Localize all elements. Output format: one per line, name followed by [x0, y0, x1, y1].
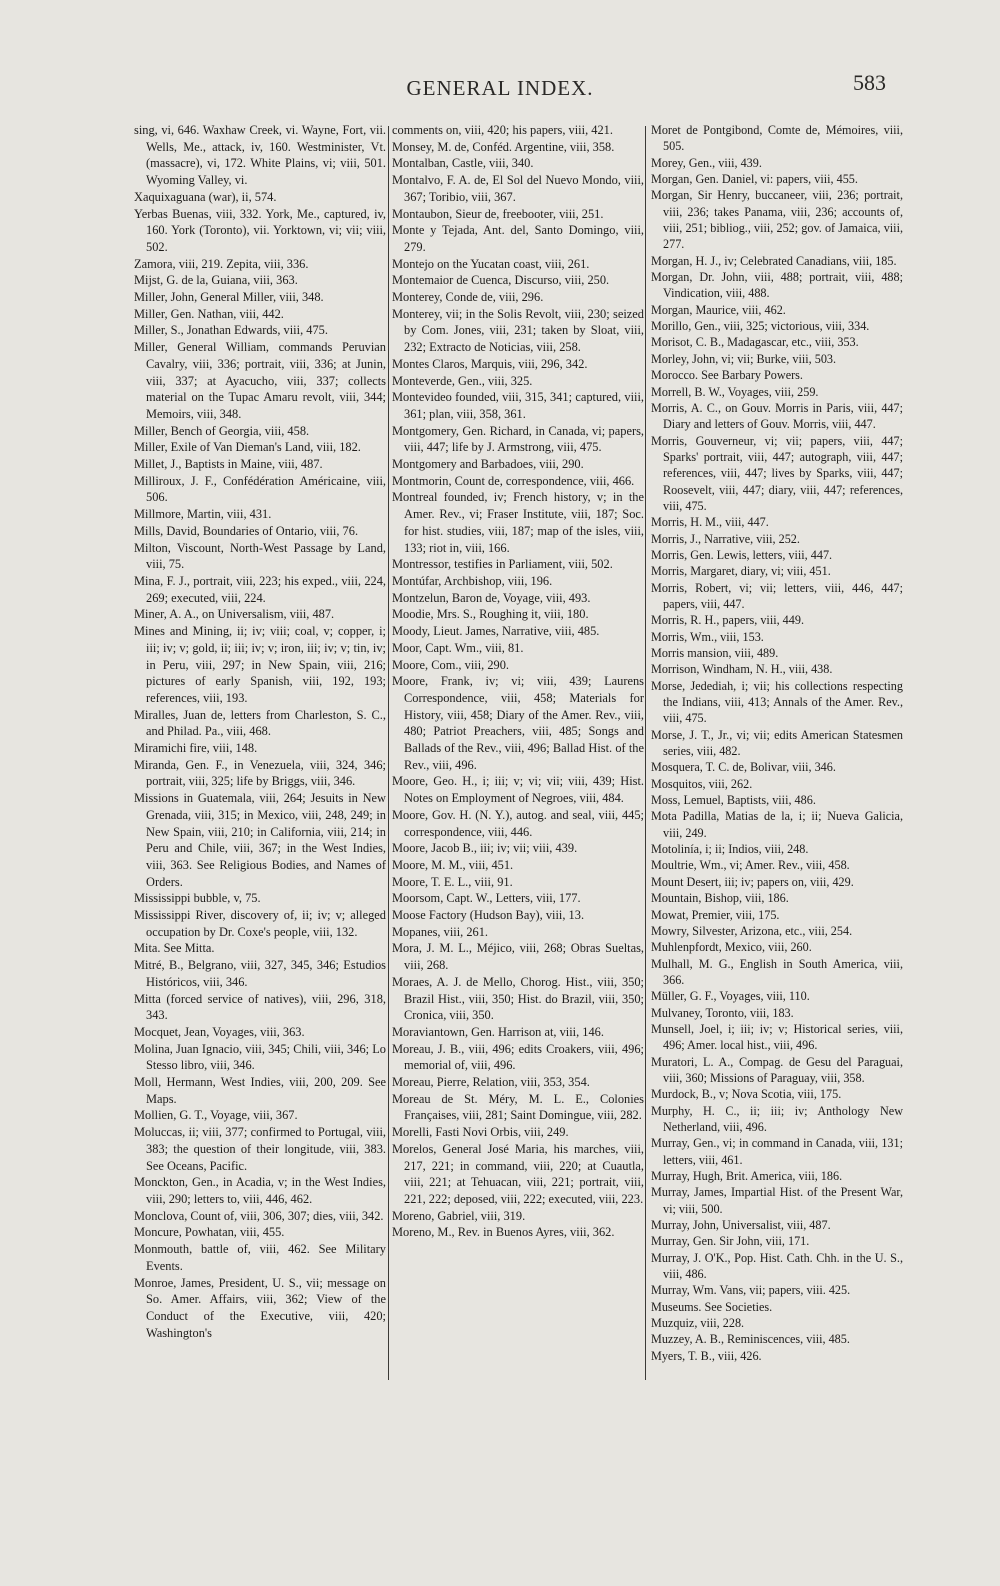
index-entry: Mississippi River, discovery of, ii; iv; v; alleged occupation by Dr. Coxe's people, viii, 132.: [134, 908, 386, 939]
index-entry: Moreau, Pierre, Relation, viii, 353, 354.: [392, 1075, 590, 1090]
index-entry: Yerbas Buenas, viii, 332. York, Me., captured, iv, 160. York (Toronto), vii. Yorktown, vi; vii; viii, 502.: [134, 206, 386, 254]
index-entry: Muratori, L. A., Compag. de Gesu del Paraguai, viii, 360; Missions of Paraguay, viii, 358.: [651, 1054, 903, 1085]
index-entry: Mijst, G. de la, Guiana, viii, 363.: [134, 273, 298, 288]
index-entry: Miller, Bench of Georgia, viii, 458.: [134, 423, 310, 438]
index-entry: Moose Factory (Hudson Bay), viii, 13.: [392, 908, 585, 923]
index-entry: Morris, A. C., on Gouv. Morris in Paris, viii, 447; Diary and letters of Gouv. Morris, viii, 447.: [651, 400, 903, 432]
index-entry: Morillo, Gen., viii, 325; victorious, viii, 334.: [651, 319, 870, 334]
column-rule-2: [645, 126, 646, 1380]
index-entry: Murray, J. O'K., Pop. Hist. Cath. Chh. in the U. S., viii, 486.: [651, 1250, 903, 1282]
index-entry: Motolinía, i; ii; Indios, viii, 248.: [651, 842, 809, 857]
index-entry: Moultrie, Wm., vi; Amer. Rev., viii, 458.: [651, 858, 850, 873]
index-entry: Moll, Hermann, West Indies, viii, 200, 209. See Maps.: [134, 1075, 386, 1106]
index-entry: Morse, Jedediah, i; vii; his collections respecting the Indians, viii, 413; Annals of the Amer. Rev., viii, 475.: [651, 678, 903, 726]
index-entry: Mulhall, M. G., English in South America, viii, 366.: [651, 956, 903, 987]
index-entry: Montgomery, Gen. Richard, in Canada, vi; papers, viii, 447; life by J. Armstrong, viii, 475.: [392, 423, 644, 455]
index-entry: Miller, John, General Miller, viii, 348.: [134, 290, 324, 305]
index-entry: Monsey, M. de, Conféd. Argentine, viii, 358.: [392, 139, 615, 154]
index-entry: Murray, Hugh, Brit. America, viii, 186.: [651, 1169, 843, 1183]
index-entry: Morris, R. H., papers, viii, 449.: [651, 613, 805, 628]
index-entry: Moore, Gov. H. (N. Y.), autog. and seal, viii, 445; correspondence, viii, 446.: [392, 807, 644, 839]
index-entry: Morley, John, vi; vii; Burke, viii, 503.: [651, 351, 837, 366]
index-entry: Morris, Gouverneur, vi; vii; papers, viii, 447; Sparks' portrait, viii, 447; autograph, viii, 447; references, viii, 447; lives by Sparks, viii, 447; Roosevelt, viii, 447; diary, viii, 447; references, viii, 475.: [651, 433, 903, 513]
index-entry: Moluccas, ii; viii, 377; confirmed to Portugal, viii, 383; the question of their longitude, viii, 383. See Oceans, Pacific.: [134, 1125, 386, 1173]
index-entry: Mulvaney, Toronto, viii, 183.: [651, 1005, 794, 1020]
index-entry: Muhlenpfordt, Mexico, viii, 260.: [651, 940, 812, 955]
index-entry: Montalvo, F. A. de, El Sol del Nuevo Mondo, viii, 367; Toribio, viii, 367.: [392, 173, 644, 204]
index-entry: Moore, Jacob B., iii; iv; vii; viii, 439.: [392, 841, 578, 856]
index-entry: comments on, viii, 420; his papers, viii, 421.: [392, 123, 613, 137]
index-entry: Museums. See Societies.: [651, 1299, 773, 1314]
index-entry: Moss, Lemuel, Baptists, viii, 486.: [651, 793, 816, 808]
index-entry: Montejo on the Yucatan coast, viii, 261.: [392, 256, 590, 271]
index-entry: Morris, Gen. Lewis, letters, viii, 447.: [651, 547, 833, 562]
index-entry: Miner, A. A., on Universalism, viii, 487.: [134, 607, 335, 622]
index-entry: Miller, General William, commands Peruvian Cavalry, viii, 336; portrait, viii, 336; at Junin, viii, 337; at Ayacucho, viii, 337; collects material on the Tupac Amaru revolt, viii, 344; Memoirs, viii, 348.: [134, 340, 386, 421]
index-entry: Murray, James, Impartial Hist. of the Present War, vi; viii, 500.: [651, 1185, 903, 1216]
index-entry: Missions in Guatemala, viii, 264; Jesuits in New Grenada, viii, 315; in Mexico, viii, 248, 249; in New Spain, viii, 210; in California, viii, 214; in Peru and Chile, viii, 367; in the West Indies, viii, 363. See Religious Bodies, and Names of Orders.: [134, 791, 386, 889]
index-entry: Montzelun, Baron de, Voyage, viii, 493.: [392, 590, 591, 605]
index-entry: Muzquiz, viii, 228.: [651, 1316, 745, 1331]
index-entry: Munsell, Joel, i; iii; iv; v; Historical series, viii, 496; Amer. local hist., viii, 496.: [651, 1021, 903, 1053]
index-entry: Montevideo founded, viii, 315, 341; captured, viii, 361; plan, viii, 358, 361.: [392, 390, 644, 421]
index-entry: Montemaior de Cuenca, Discurso, viii, 250.: [392, 273, 610, 288]
index-entry: Murray, Gen. Sir John, viii, 171.: [651, 1234, 810, 1249]
index-entry: Müller, G. F., Voyages, viii, 110.: [651, 989, 810, 1004]
index-entry: Mosquera, T. C. de, Bolivar, viii, 346.: [651, 760, 836, 775]
index-entry: Monclova, Count of, viii, 306, 307; dies, viii, 342.: [134, 1208, 384, 1223]
index-entry: Miralles, Juan de, letters from Charleston, S. C., and Philad. Pa., viii, 468.: [134, 707, 386, 739]
index-entry: Mosquitos, viii, 262.: [651, 776, 753, 791]
index-entry: Moreau, J. B., viii, 496; edits Croakers, viii, 496; memorial of, viii, 496.: [392, 1041, 644, 1073]
index-entry: Morelos, General José Maria, his marches, viii, 217, 221; in command, viii, 220; at Cuautla, viii, 221; at Tehuacan, viii, 221; portrait, viii, 221, 222; deposed, viii, 222; executed, viii, 223.: [392, 1141, 644, 1206]
index-entry: Mopanes, viii, 261.: [392, 924, 489, 939]
index-entry: Morrison, Windham, N. H., viii, 438.: [651, 662, 833, 677]
index-entry: sing, vi, 646. Waxhaw Creek, vi. Wayne, Fort, vii. Wells, Me., attack, iv, 160. Westminister, Vt. (massacre), vi, 172. White Plains, vi; viii, 501. Wyoming Valley, vi.: [134, 123, 386, 188]
index-entry: Mount Desert, iii; iv; papers on, viii, 429.: [651, 874, 854, 889]
index-entry: Miller, Exile of Van Dieman's Land, viii, 182.: [134, 440, 361, 455]
index-entry: Mississippi bubble, v, 75.: [134, 891, 261, 906]
index-entry: Morrell, B. W., Voyages, viii, 259.: [651, 384, 819, 399]
index-entry: Milton, Viscount, North-West Passage by Land, viii, 75.: [134, 540, 386, 572]
index-entry: Morris, Margaret, diary, vi; viii, 451.: [651, 564, 831, 579]
column-rule-1: [388, 126, 389, 1380]
index-entry: Morelli, Fasti Novi Orbis, viii, 249.: [392, 1125, 569, 1140]
index-entry: Murphy, H. C., ii; iii; iv; Anthology New Netherland, viii, 496.: [651, 1103, 903, 1134]
index-entry: Miller, S., Jonathan Edwards, viii, 475.: [134, 323, 328, 338]
index-entry: Morris mansion, viii, 489.: [651, 646, 779, 660]
index-entry: Morris, J., Narrative, viii, 252.: [651, 531, 800, 546]
index-entry: Mitta (forced service of natives), viii, 296, 318, 343.: [134, 991, 386, 1023]
index-entry: Morgan, Sir Henry, buccaneer, viii, 236; portrait, viii, 236; takes Panama, viii, 236; accounts of, viii, 251; bibliog., viii, 252; gov. of Jamaica, viii, 277.: [651, 188, 903, 252]
index-column-1: [134, 122, 386, 1341]
index-entry: Moreno, M., Rev. in Buenos Ayres, viii, 362.: [392, 1225, 615, 1240]
index-entry: Mitré, B., Belgrano, viii, 327, 345, 346; Estudios Históricos, viii, 346.: [134, 958, 386, 989]
index-entry: Morris, Wm., viii, 153.: [651, 629, 764, 644]
index-entry: Murray, John, Universalist, viii, 487.: [651, 1218, 831, 1233]
index-entry: Morey, Gen., viii, 439.: [651, 155, 762, 170]
index-entry: Montaubon, Sieur de, freebooter, viii, 251.: [392, 206, 604, 221]
index-entry: Mina, F. J., portrait, viii, 223; his exped., viii, 224, 269; executed, viii, 224.: [134, 573, 386, 605]
index-entry: Montúfar, Archbishop, viii, 196.: [392, 573, 553, 588]
running-title: GENERAL INDEX.: [406, 76, 594, 100]
index-entry: Moodie, Mrs. S., Roughing it, viii, 180.: [392, 607, 589, 622]
index-entry: Montressor, testifies in Parliament, viii, 502.: [392, 557, 613, 572]
index-entry: Morris, Robert, vi; vii; letters, viii, 446, 447; papers, viii, 447.: [651, 580, 903, 611]
index-entry: Morgan, Dr. John, viii, 488; portrait, viii, 488; Vindication, viii, 488.: [651, 270, 903, 301]
index-entry: Miller, Gen. Nathan, viii, 442.: [134, 306, 284, 321]
index-entry: Moorsom, Capt. W., Letters, viii, 177.: [392, 891, 581, 906]
index-entry: Moody, Lieut. James, Narrative, viii, 485.: [392, 624, 600, 639]
index-entry: Morris, H. M., viii, 447.: [651, 515, 769, 530]
index-entry: Millmore, Martin, viii, 431.: [134, 507, 272, 522]
index-column-2: [392, 122, 644, 1241]
index-entry: Myers, T. B., viii, 426.: [651, 1348, 762, 1363]
index-entry: Mollien, G. T., Voyage, viii, 367.: [134, 1108, 298, 1123]
index-entry: Morisot, C. B., Madagascar, etc., viii, 353.: [651, 335, 859, 350]
index-entry: Muzzey, A. B., Reminiscences, viii, 485.: [651, 1332, 850, 1347]
index-entry: Mowry, Silvester, Arizona, etc., viii, 254.: [651, 923, 853, 938]
index-entry: Murray, Gen., vi; in command in Canada, viii, 131; letters, viii, 461.: [651, 1136, 903, 1167]
index-entry: Zamora, viii, 219. Zepita, viii, 336.: [134, 256, 309, 271]
index-entry: Morse, J. T., Jr., vi; vii; edits American Statesmen series, viii, 482.: [651, 727, 903, 759]
index-entry: Moraes, A. J. de Mello, Chorog. Hist., viii, 350; Brazil Hist., viii, 350; Hist. do Brazil, viii, 350; Cronica, viii, 350.: [392, 974, 644, 1023]
index-entry: Moor, Capt. Wm., viii, 81.: [392, 640, 524, 655]
index-entry: Mora, J. M. L., Méjico, viii, 268; Obras Sueltas, viii, 268.: [392, 941, 644, 973]
index-entry: Mills, David, Boundaries of Ontario, viii, 76.: [134, 523, 359, 538]
index-entry: Montes Claros, Marquis, viii, 296, 342.: [392, 356, 588, 371]
index-entry: Montalban, Castle, viii, 340.: [392, 156, 534, 171]
index-entry: Moraviantown, Gen. Harrison at, viii, 146.: [392, 1024, 604, 1039]
index-entry: Morgan, H. J., iv; Celebrated Canadians, viii, 185.: [651, 253, 897, 268]
index-entry: Moore, T. E. L., viii, 91.: [392, 874, 513, 889]
index-entry: Monckton, Gen., in Acadia, v; in the West Indies, viii, 290; letters to, viii, 446, 462.: [134, 1175, 386, 1206]
index-entry: Miramichi fire, viii, 148.: [134, 741, 258, 756]
index-entry: Murdock, B., v; Nova Scotia, viii, 175.: [651, 1087, 842, 1102]
index-entry: Mita. See Mitta.: [134, 941, 215, 956]
index-entry: Molina, Juan Ignacio, viii, 345; Chili, viii, 346; Lo Stesso libro, viii, 346.: [134, 1041, 386, 1073]
index-entry: Moncure, Powhatan, viii, 455.: [134, 1225, 285, 1240]
index-column-3: [651, 122, 903, 1364]
index-entry: Monmouth, battle of, viii, 462. See Military Events.: [134, 1242, 386, 1273]
index-entry: Millet, J., Baptists in Maine, viii, 487.: [134, 457, 323, 472]
index-entry: Montmorin, Count de, correspondence, viii, 466.: [392, 473, 635, 488]
index-entry: Moore, M. M., viii, 451.: [392, 857, 514, 872]
index-entry: Morgan, Maurice, viii, 462.: [651, 302, 786, 317]
index-entry: Morocco. See Barbary Powers.: [651, 368, 803, 383]
index-entry: Mountain, Bishop, viii, 186.: [651, 891, 789, 906]
index-entry: Miranda, Gen. F., in Venezuela, viii, 324, 346; portrait, viii, 325; life by Briggs, viii, 346.: [134, 757, 386, 789]
index-entry: Montgomery and Barbadoes, viii, 290.: [392, 457, 584, 472]
index-entry: Moore, Com., viii, 290.: [392, 657, 510, 672]
index-entry: Moret de Pontgibond, Comte de, Mémoires, viii, 505.: [651, 123, 903, 154]
index-entry: Monte y Tejada, Ant. del, Santo Domingo, viii, 279.: [392, 223, 644, 254]
index-entry: Moreno, Gabriel, viii, 319.: [392, 1208, 526, 1223]
index-entry: Monroe, James, President, U. S., vii; message on So. Amer. Affairs, viii, 362; View of the Conduct of the Executive, viii, 420; Washington's: [134, 1275, 386, 1340]
index-entry: Milliroux, J. F., Confédération Américaine, viii, 506.: [134, 473, 386, 505]
index-entry: Mota Padilla, Matias de la, i; ii; Nueva Galicia, viii, 249.: [651, 809, 903, 840]
index-entry: Murray, Wm. Vans, vii; papers, viii. 425.: [651, 1283, 851, 1298]
index-entry: Mines and Mining, ii; iv; viii; coal, v; copper, i; iii; iv; v; gold, ii; iii; iv; v; iron, iii; iv; v; tin, iv; in Peru, viii, 297; in New Spain, viii, 216; pictures of early Spanish, viii, 192, 193; references, viii, 193.: [134, 624, 386, 705]
index-entry: Mowat, Premier, viii, 175.: [651, 907, 780, 922]
index-entry: Moore, Geo. H., i; iii; v; vi; vii; viii, 439; Hist. Notes on Employment of Negroes, viii, 484.: [392, 774, 644, 806]
index-entry: Monterey, vii; in the Solis Revolt, viii, 230; seized by Com. Jones, viii, 231; taken by Sloat, viii, 232; Extracto de Noticias, viii, 258.: [392, 306, 644, 355]
index-entry: Moreau de St. Méry, M. L. E., Colonies Françaises, viii, 281; Saint Domingue, viii, 282.: [392, 1091, 644, 1123]
index-entry: Monterey, Conde de, viii, 296.: [392, 290, 544, 305]
index-entry: Monteverde, Gen., viii, 325.: [392, 373, 533, 388]
index-entry: Montreal founded, iv; French history, v; in the Amer. Rev., vi; Fraser Institute, viii, 187; Soc. for hist. studies, viii, 187; map of the isles, viii, 133; riot in, viii, 166.: [392, 490, 644, 555]
index-entry: Mocquet, Jean, Voyages, viii, 363.: [134, 1024, 305, 1039]
index-entry: Morgan, Gen. Daniel, vi: papers, viii, 455.: [651, 172, 858, 187]
index-entry: Xaquixaguana (war), ii, 574.: [134, 189, 277, 204]
page-number: 583: [853, 70, 886, 95]
index-entry: Moore, Frank, iv; vi; viii, 439; Laurens Correspondence, viii, 458; Materials for History, viii, 458; Diary of the Amer. Rev., viii, 480; Patriot Preachers, viii, 485; Songs and Ballads of the Rev., viii, 496; Ballad Hist. of the Rev., viii, 496.: [392, 674, 644, 772]
